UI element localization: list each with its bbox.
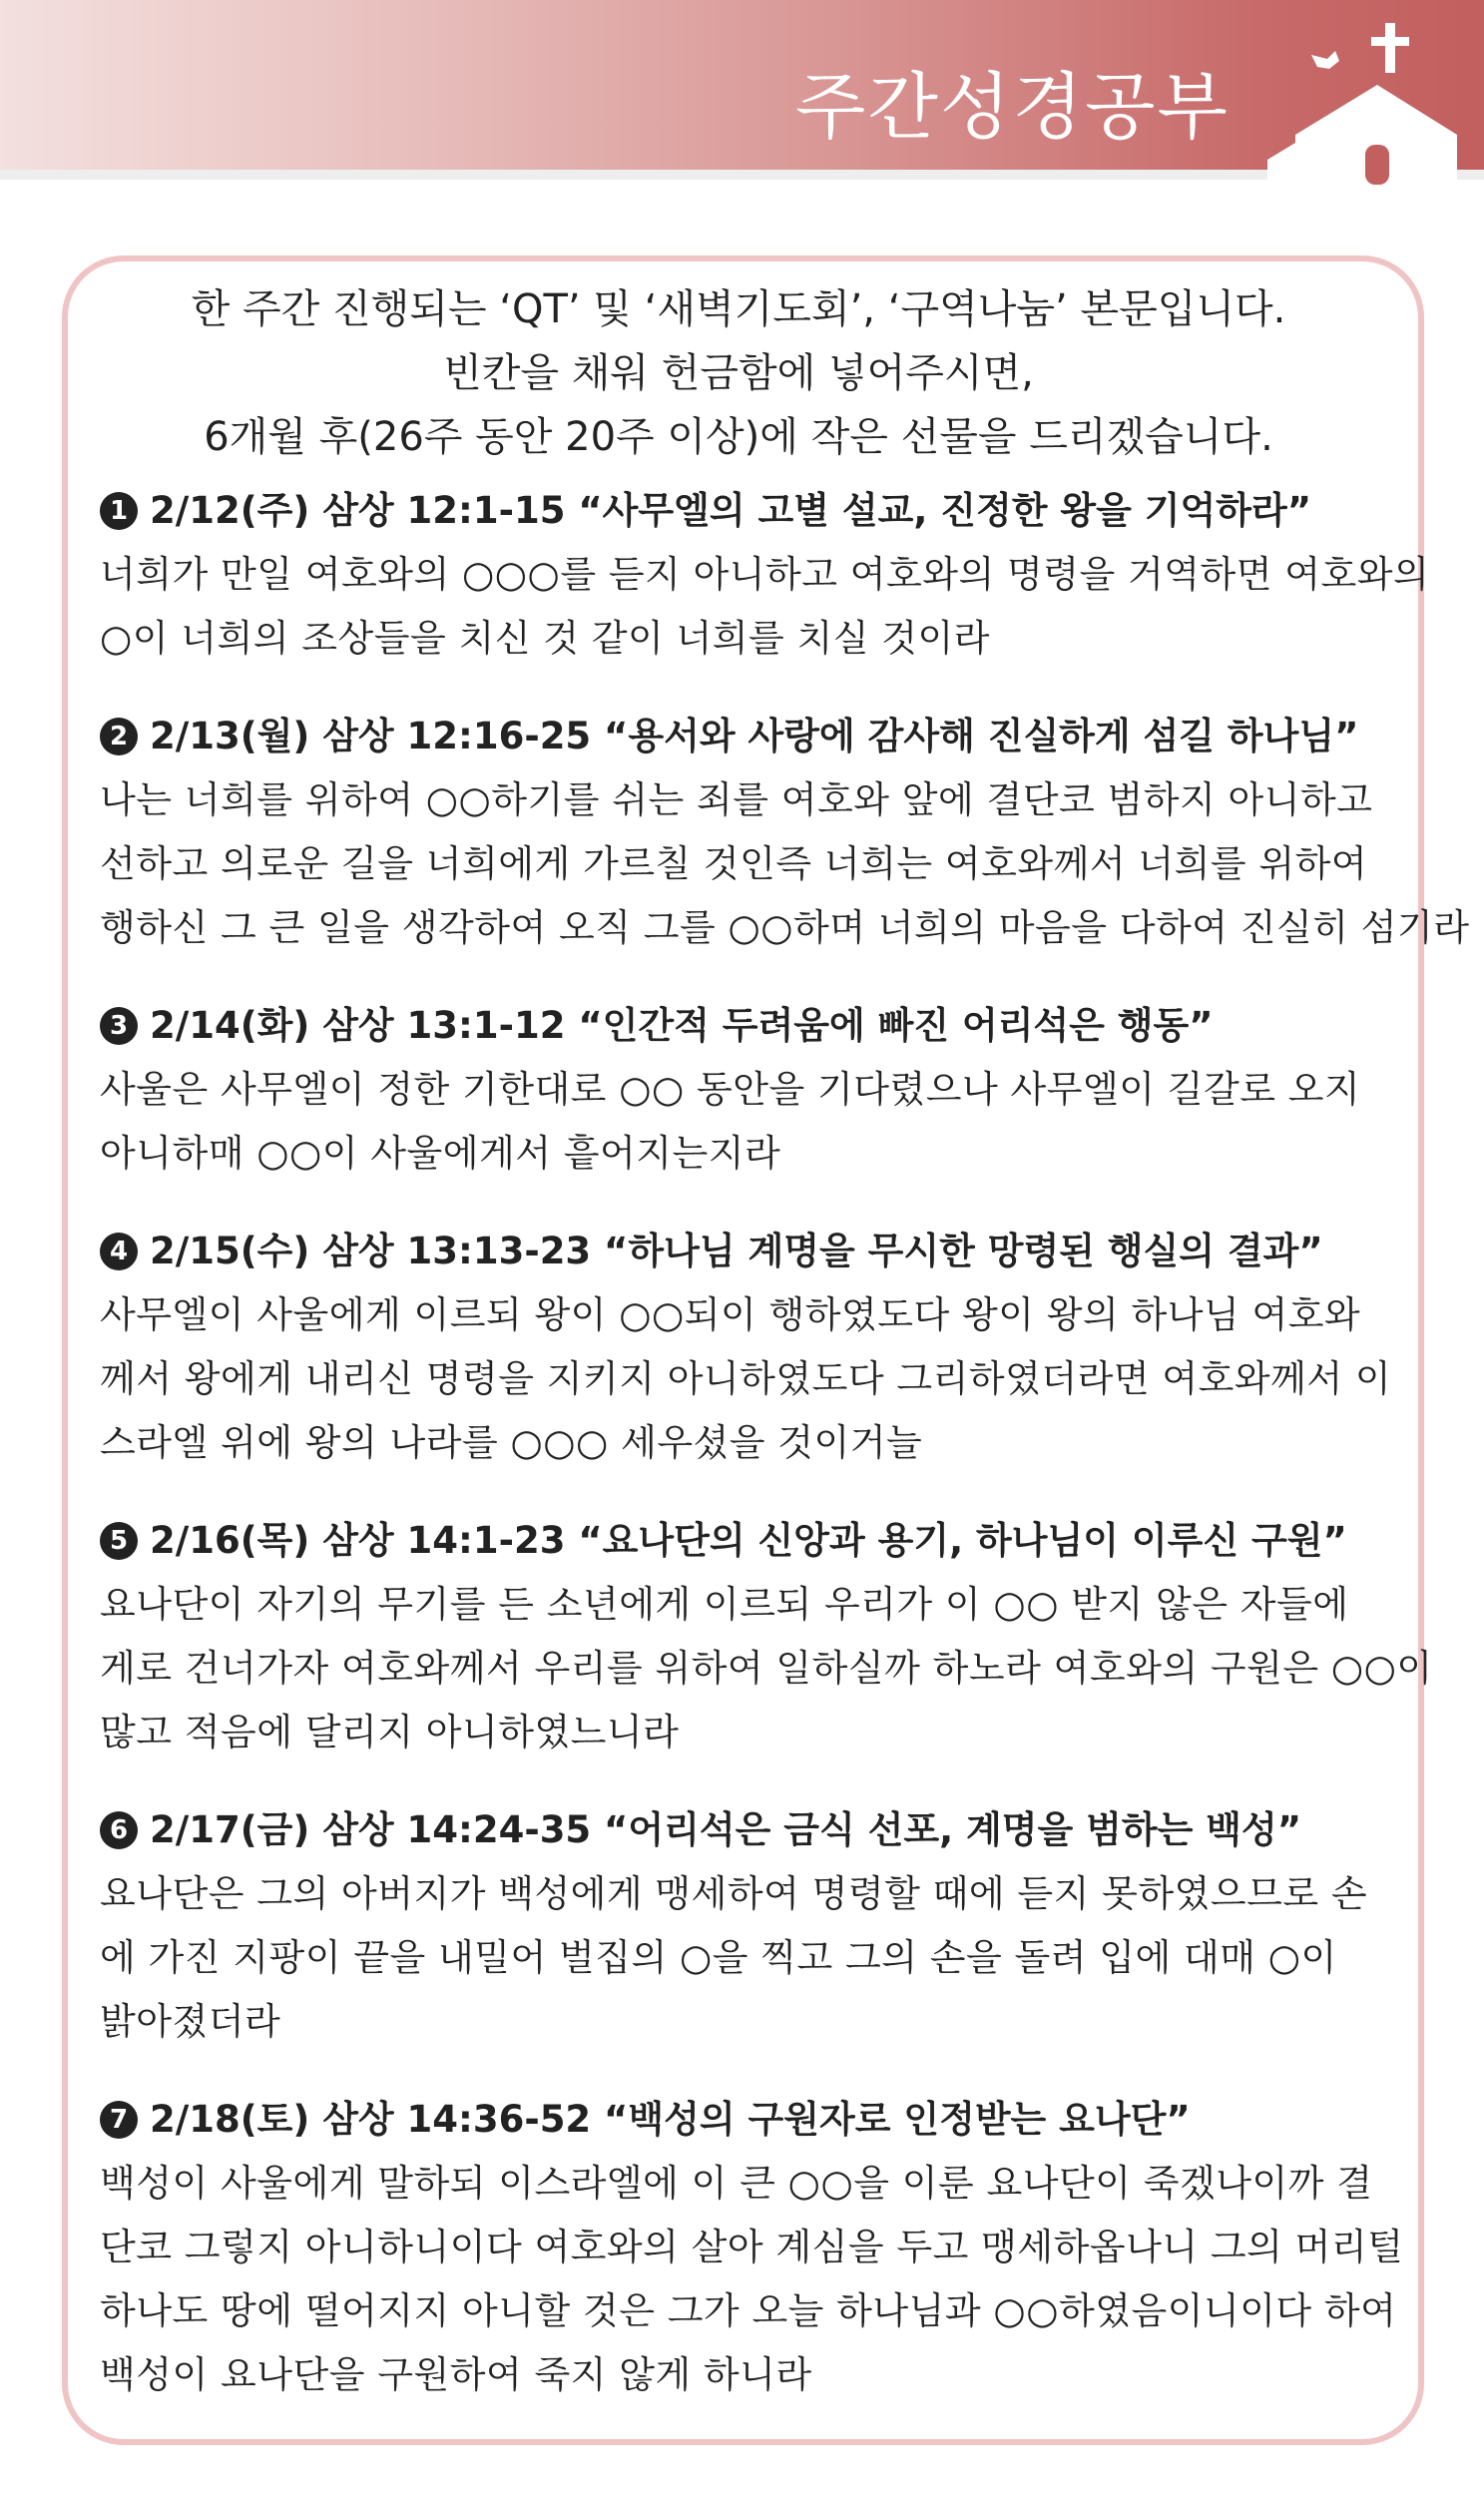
- reading-item: [100, 1798, 1387, 2054]
- reading-item: [100, 705, 1470, 960]
- passage-line: 너희가 만일 여호와의 ○○○를 듣지 아니하고 여호와의 명령을 거역하면 여호와의: [100, 553, 1430, 596]
- reading-heading: [100, 1509, 1387, 1573]
- passage-line: 백성이 사울에게 말하되 이스라엘에 이 큰 ○○을 이룬 요나단이 죽겠나이까 결: [100, 2162, 1373, 2205]
- page-title: 주간성경공부: [794, 65, 1230, 150]
- reading-heading: [100, 994, 1387, 1058]
- passage-line: 스라엘 위에 왕의 나라를 ○○○ 세우셨을 것이거늘: [100, 1421, 923, 1464]
- reading-title: 2/16(목) 삼상 14:1-23 “요나단의 신앙과 용기, 하나님이 이루신 구원”: [150, 1519, 1347, 1562]
- passage-line: 백성이 요나단을 구원하여 죽지 않게 하니라: [100, 2353, 812, 2396]
- passage-line: 사울은 사무엘이 정한 기한대로 ○○ 동안을 기다렸으나 사무엘이 길갈로 오지: [100, 1068, 1361, 1111]
- intro-text: [120, 277, 1357, 469]
- reading-item: [100, 2088, 1404, 2407]
- reading-passage: [100, 1058, 1387, 1186]
- number-badge: 3: [100, 1007, 138, 1045]
- reading-passage: [100, 2152, 1404, 2407]
- reading-heading: [100, 2088, 1387, 2152]
- reading-passage: [100, 1862, 1387, 2054]
- passage-line: 단코 그렇지 아니하니이다 여호와의 살아 계심을 두고 맹세하옵나니 그의 머리털: [100, 2226, 1404, 2268]
- reading-title: 2/13(월) 삼상 12:16-25 “용서와 사랑에 감사해 진실하게 섬길 하나님”: [150, 715, 1359, 757]
- number-badge: 6: [100, 1811, 138, 1849]
- passage-line: ○이 너희의 조상들을 치신 것 같이 너희를 치실 것이라: [100, 617, 990, 660]
- reading-item: [100, 479, 1430, 671]
- passage-line: 게로 건너가자 여호와께서 우리를 위하여 일하실까 하노라 여호와의 구원은 ○○이: [100, 1647, 1433, 1690]
- reading-heading: [100, 705, 1387, 768]
- header-banner: [0, 0, 1484, 170]
- reading-title: 2/14(화) 삼상 13:1-12 “인간적 두려움에 빠진 어리석은 행동”: [150, 1004, 1214, 1047]
- reading-title: 2/17(금) 삼상 14:24-35 “어리석은 금식 선포, 계명을 범하는 백성”: [150, 1808, 1302, 1851]
- number-badge: 5: [100, 1522, 138, 1560]
- number-badge: 1: [100, 492, 138, 530]
- passage-line: 에 가진 지팡이 끝을 내밀어 벌집의 ○을 찍고 그의 손을 돌려 입에 대매 ○이: [100, 1936, 1337, 1979]
- passage-line: 행하신 그 큰 일을 생각하여 오직 그를 ○○하며 너희의 마음을 다하여 진실히 섬기라: [100, 906, 1470, 949]
- reading-passage: [100, 768, 1470, 960]
- church-icon: [1267, 15, 1467, 185]
- reading-heading: [100, 1798, 1387, 1862]
- header-divider: [0, 170, 1484, 180]
- reading-passage: [100, 1573, 1433, 1764]
- passage-line: 아니하매 ○○이 사울에게서 흩어지는지라: [100, 1132, 781, 1175]
- number-badge: 4: [100, 1233, 138, 1270]
- intro-line: 한 주간 진행되는 ‘QT’ 및 ‘새벽기도회’, ‘구역나눔’ 본문입니다.: [191, 286, 1286, 332]
- reading-heading: [100, 1220, 1387, 1283]
- intro-line: 빈칸을 채워 헌금함에 넣어주시면,: [443, 350, 1034, 396]
- number-badge: 7: [100, 2101, 138, 2139]
- passage-line: 선하고 의로운 길을 너희에게 가르칠 것인즉 너희는 여호와께서 너희를 위하여: [100, 842, 1368, 885]
- passage-line: 사무엘이 사울에게 이르되 왕이 ○○되이 행하였도다 왕이 왕의 하나님 여호와: [100, 1293, 1361, 1336]
- passage-line: 많고 적음에 달리지 아니하였느니라: [100, 1711, 680, 1753]
- reading-title: 2/12(주) 삼상 12:1-15 “사무엘의 고별 설교, 진정한 왕을 기억하라”: [150, 489, 1312, 532]
- passage-line: 께서 왕에게 내리신 명령을 지키지 아니하였도다 그리하였더라면 여호와께서 이: [100, 1357, 1392, 1400]
- passage-line: 밝아졌더라: [100, 2000, 281, 2043]
- reading-item: [100, 994, 1387, 1186]
- reading-item: [100, 1220, 1392, 1475]
- reading-list: [100, 479, 1470, 2407]
- reading-passage: [100, 543, 1430, 671]
- intro-line: 6개월 후(26주 동안 20주 이상)에 작은 선물을 드리겠습니다.: [204, 414, 1273, 460]
- passage-line: 요나단은 그의 아버지가 백성에게 맹세하여 명령할 때에 듣지 못하였으므로 손: [100, 1872, 1368, 1915]
- reading-title: 2/18(토) 삼상 14:36-52 “백성의 구원자로 인정받는 요나단”: [150, 2098, 1191, 2141]
- reading-item: [100, 1509, 1433, 1764]
- number-badge: 2: [100, 718, 138, 755]
- passage-line: 요나단이 자기의 무기를 든 소년에게 이르되 우리가 이 ○○ 받지 않은 자들에: [100, 1583, 1349, 1626]
- passage-line: 하나도 땅에 떨어지지 아니할 것은 그가 오늘 하나님과 ○○하였음이니이다 하여: [100, 2289, 1397, 2332]
- reading-passage: [100, 1283, 1392, 1475]
- passage-line: 나는 너희를 위하여 ○○하기를 쉬는 죄를 여호와 앞에 결단코 범하지 아니하고: [100, 778, 1373, 821]
- reading-heading: [100, 479, 1387, 543]
- reading-title: 2/15(수) 삼상 13:13-23 “하나님 계명을 무시한 망령된 행실의 결과”: [150, 1230, 1323, 1272]
